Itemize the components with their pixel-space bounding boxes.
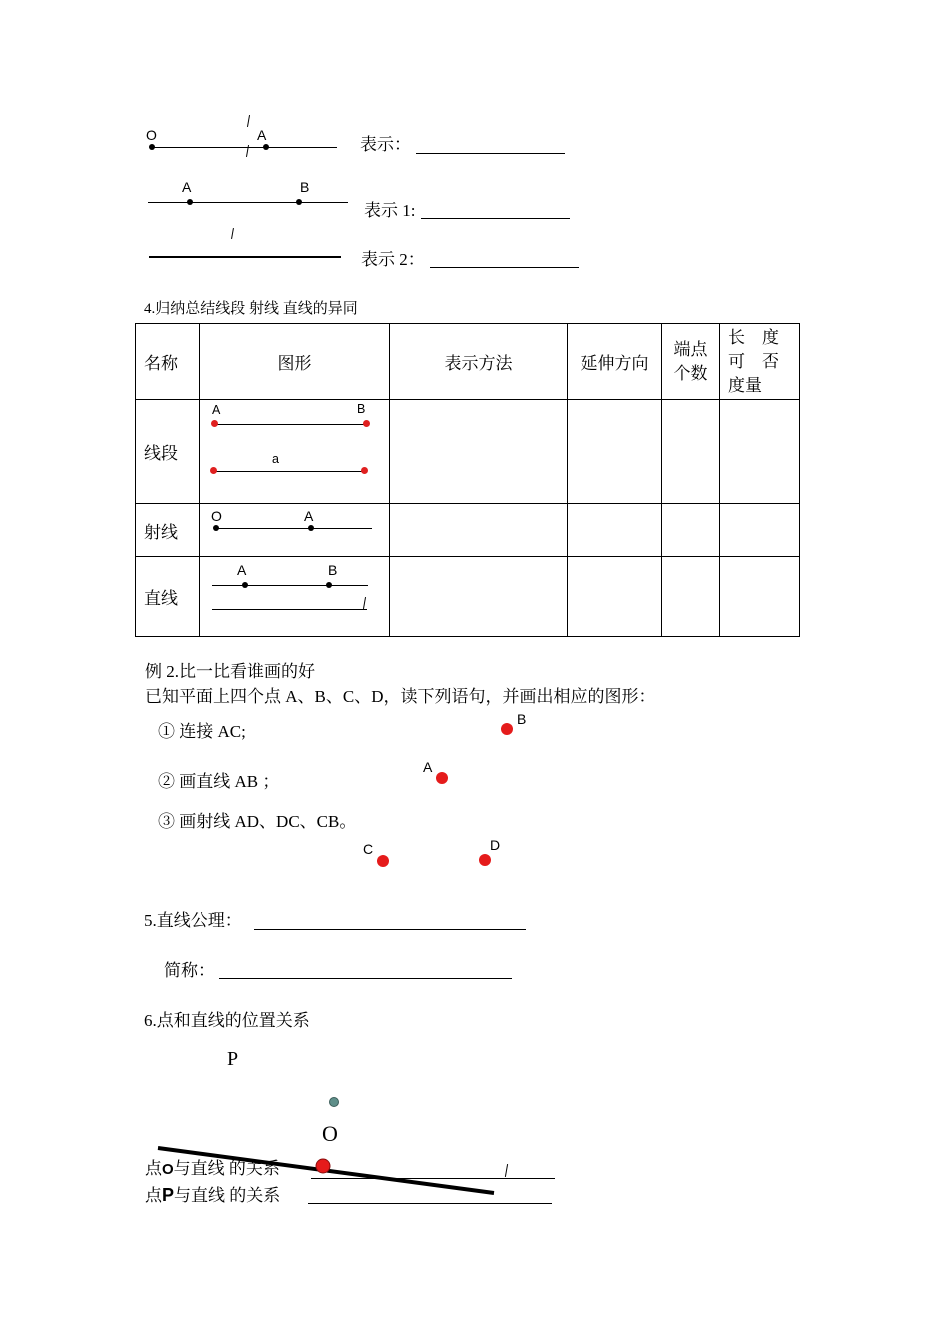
relation-p-letter: P	[162, 1185, 175, 1205]
label-p: P	[227, 1048, 239, 1070]
relation-p-suffix: 与直线 的关系	[174, 1186, 281, 1205]
section-4-title: 4.归纳总结线段 射线 直线的异同	[144, 301, 358, 317]
caption-represent-2: 表示 2：	[361, 250, 425, 269]
label-b: B	[300, 179, 310, 195]
instruction-1: ① 连接 AC;	[158, 722, 246, 741]
label-d: D	[490, 837, 501, 853]
label-o: O	[322, 1121, 338, 1146]
label-a: A	[257, 127, 267, 143]
caption-represent: 表示：	[360, 135, 411, 154]
label-a: A	[182, 179, 192, 195]
label-b: B	[517, 711, 527, 727]
relation-p-prefix: 点	[145, 1186, 162, 1205]
header-length-line1: 长 度	[728, 327, 779, 347]
header-endpoints-line2: 个数	[673, 363, 708, 383]
example-2-title: 例 2.比一比看谁画的好	[145, 662, 315, 681]
label-o: O	[146, 127, 157, 143]
example-2-intro: 已知平面上四个点 A、B、C、D，读下列语句，并画出相应的图形：	[145, 687, 656, 706]
instruction-3: ③ 画射线 AD、DC、CB。	[158, 812, 357, 831]
row-name-segment: 线段	[136, 400, 200, 504]
header-extension: 延伸方向	[568, 324, 662, 400]
header-length-line2: 可 否	[728, 351, 779, 371]
caption-represent-1: 表示 1:	[364, 201, 416, 220]
instruction-2: ② 画直线 AB ；	[158, 772, 280, 791]
relation-o-letter: O	[162, 1161, 174, 1178]
label-a-lower: a	[272, 452, 279, 466]
short-name-label: 简称：	[164, 961, 215, 980]
label-a: A	[304, 508, 314, 524]
line-axiom-label: 5.直线公理：	[144, 911, 242, 930]
header-length-line3: 度量	[728, 375, 762, 395]
label-a: A	[237, 562, 247, 578]
header-endpoints-line1: 端点	[673, 339, 708, 359]
label-o: O	[211, 508, 222, 524]
row-name-ray: 射线	[136, 504, 200, 557]
header-name: 名称	[136, 324, 200, 400]
label-a: A	[423, 759, 433, 775]
relation-o-prefix: 点	[145, 1159, 162, 1178]
relation-o-suffix: 与直线 的关系	[173, 1159, 280, 1178]
label-b: B	[328, 562, 338, 578]
point-o[interactable]	[316, 1159, 330, 1173]
label-a: A	[212, 403, 221, 417]
section-6-title: 6.点和直线的位置关系	[144, 1011, 310, 1030]
header-notation: 表示方法	[390, 324, 568, 400]
label-c: C	[363, 841, 374, 857]
row-name-line: 直线	[136, 557, 200, 637]
label-b: B	[357, 402, 366, 416]
header-figure: 图形	[200, 324, 390, 400]
